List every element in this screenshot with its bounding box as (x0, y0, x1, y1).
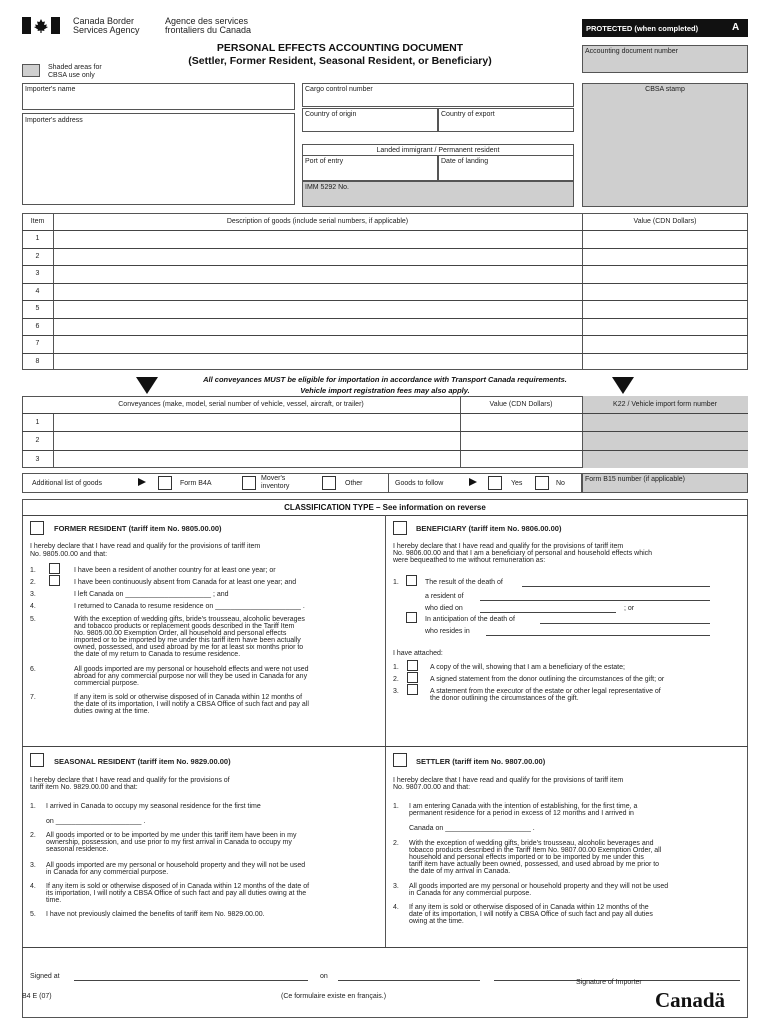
goods-row-number: 1 (35, 235, 40, 242)
settler-item-2-line1: With the exception of wedding gifts, bride's trousseau, alcoholic beverages and (409, 840, 654, 847)
seasonal-item-3-line2: in Canada for any commercial purpose. (46, 869, 169, 876)
seasonal-intro-1: I hereby declare that I have read and qualify for the provisions of (30, 777, 230, 784)
former-item-5-line2: and tobacco products or replacement goods described in the Tariff Item (74, 623, 295, 630)
goods-col-description: Description of goods (include serial numbers, if applicable) (226, 218, 409, 225)
goods-description-cell[interactable] (54, 336, 581, 352)
died-on-label: who died on (425, 605, 463, 612)
landed-label: Landed immigrant / Permanent resident (376, 147, 500, 154)
goods-row-number: 2 (35, 253, 40, 260)
cargo-control-label: Cargo control number (305, 86, 373, 93)
form-b15-label: Form B15 number (if applicable) (585, 476, 685, 483)
settler-num-3: 3. (393, 883, 399, 890)
date-landing-field[interactable] (438, 155, 574, 181)
additional-list-label: Additional list of goods (32, 480, 103, 487)
seasonal-num-1: 1. (30, 803, 36, 810)
anticipation-field[interactable] (540, 616, 710, 624)
settler-item-2-line2: tobacco products described in the Tariff Item No. 9807.00.00 Exemption Order, all (409, 847, 662, 854)
conveyance-note-1: All conveyances MUST be eligible for importation in accordance with Transport Canada requirements. (203, 375, 567, 384)
attached-num-1: 1. (393, 664, 399, 671)
seasonal-num-4: 4. (30, 883, 36, 890)
conveyance-row-number: 1 (35, 419, 40, 426)
former-item2-checkbox[interactable] (49, 575, 60, 586)
accounting-number-field[interactable] (582, 45, 748, 73)
seasonal-item-2-line2: ownership, possession, and use prior to my first arrival in Canada to occupy my (46, 839, 292, 846)
other-label: Other (345, 480, 363, 487)
will-copy-checkbox[interactable] (407, 660, 418, 671)
former-intro-2: No. 9805.00.00 and that: (30, 551, 108, 558)
country-export-field[interactable] (438, 108, 574, 132)
movers-label-2: inventory (261, 483, 290, 490)
former-resident-checkbox[interactable] (30, 521, 44, 535)
former-item-7-line3: duties owing at the time. (74, 708, 150, 715)
country-export-label: Country of export (441, 111, 495, 118)
signed-at-label: Signed at (30, 973, 60, 980)
canada-wordmark: Canadä (655, 988, 726, 1012)
beneficiary-intro-2: No. 9806.00.00 and that I am a beneficiary of personal and household effects which (393, 550, 653, 557)
date-landing-label: Date of landing (441, 158, 489, 165)
signed-at-field[interactable] (74, 973, 308, 981)
anticipation-checkbox[interactable] (406, 612, 417, 623)
seasonal-resident-checkbox[interactable] (30, 753, 44, 767)
no-checkbox[interactable] (535, 476, 549, 490)
beneficiary-intro-1: I hereby declare that I have read and qualify for the provisions of tariff item (393, 543, 624, 550)
settler-intro-2: No. 9807.00.00 and that: (393, 784, 471, 791)
k22-form-cell[interactable] (583, 451, 747, 467)
settler-num-1: 1. (393, 803, 399, 810)
settler-item-2-line5: the date of my arrival in Canada. (409, 868, 511, 875)
seasonal-num-5: 5. (30, 911, 36, 918)
form-subtitle: (Settler, Former Resident, Seasonal Resident, or Beneficiary) (188, 55, 492, 67)
goods-description-cell[interactable] (54, 354, 581, 370)
attached-num-2: 2. (393, 676, 399, 683)
seasonal-item-2-line3: seasonal residence. (46, 846, 109, 853)
goods-description-cell[interactable] (54, 301, 581, 317)
shaded-area-legend (22, 64, 40, 77)
former-item-7-line2: the date of its importation, I will notify a CBSA Office of such fact and pay all (74, 701, 309, 708)
resides-in-label: who resides in (425, 628, 470, 635)
former-item-5-line3: No. 9805.00.00 Exemption Order, all household and personal effects (74, 630, 287, 637)
former-item-5-line1: With the exception of wedding gifts, bride's trousseau, alcoholic beverages (74, 616, 305, 623)
agency-fr-line2: frontaliers du Canada (165, 25, 252, 35)
conveyance-value-cell[interactable] (461, 414, 581, 430)
agency-en-line1: Canada Border (73, 16, 135, 26)
former-item-5-line5: owned, possessed, and used abroad by me for at least six months prior to (74, 644, 304, 651)
goods-value-cell[interactable] (583, 336, 747, 352)
attached-num-3: 3. (393, 688, 399, 695)
seasonal-item-1-on: on ______________________ . (46, 818, 146, 825)
yes-label: Yes (511, 480, 523, 487)
died-on-field[interactable] (480, 605, 616, 613)
imm-number-label: IMM 5292 No. (305, 184, 349, 191)
beneficiary-num-1: 1. (393, 579, 399, 586)
cargo-control-field[interactable] (302, 83, 574, 107)
former-num-7: 7. (30, 694, 36, 701)
conveyance-note-2: Vehicle import registration fees may also apply. (300, 386, 470, 395)
former-item-7-line1: If any item is sold or otherwise disposed of in Canada within 12 months of (74, 694, 303, 701)
goods-col-item: Item (30, 218, 45, 225)
signature-label: Signature of Importer (576, 979, 642, 986)
settler-title: SETTLER (tariff item No. 9807.00.00) (416, 757, 546, 766)
attached-label: I have attached: (393, 650, 443, 657)
settler-item-1-line1: I am entering Canada with the intention of establishing, for the first time, a (409, 803, 638, 810)
cbsa-stamp-area (582, 83, 748, 207)
conveyance-row-number: 2 (35, 437, 40, 444)
form-title: PERSONAL EFFECTS ACCOUNTING DOCUMENT (216, 42, 464, 54)
goods-description-cell[interactable] (54, 284, 581, 300)
goods-row-number: 4 (35, 288, 40, 295)
settler-checkbox[interactable] (393, 753, 407, 767)
resident-of-field[interactable] (480, 593, 710, 601)
beneficiary-title: BENEFICIARY (tariff item No. 9806.00.00) (416, 524, 562, 533)
executor-statement-checkbox[interactable] (407, 684, 418, 695)
goods-col-value: Value (CDN Dollars) (633, 218, 697, 225)
classification-title: CLASSIFICATION TYPE – See information on reverse (284, 503, 486, 512)
settler-item-1-line2: permanent residence for a period in excess of 12 months and I arrived in (409, 810, 634, 817)
form-b4a-label: Form B4A (180, 480, 212, 487)
french-note: (Ce formulaire existe en français.) (281, 993, 387, 1000)
attached-item-3-line1: A statement from the executor of the estate or other legal representative of (430, 688, 661, 695)
shaded-legend-line2: CBSA use only (48, 72, 95, 79)
conveyance-description-cell[interactable] (54, 414, 459, 430)
seasonal-item-4-line3: time. (46, 897, 62, 904)
settler-item-2-line3: household and personal effects imported or to be imported by me under this (409, 854, 644, 861)
goods-value-cell[interactable] (583, 231, 747, 247)
attached-item-1: A copy of the will, showing that I am a beneficiary of the estate; (430, 664, 625, 671)
former-num-3: 3. (30, 591, 36, 598)
goods-value-cell[interactable] (583, 284, 747, 300)
protected-banner (582, 19, 748, 37)
conveyance-value-cell[interactable] (461, 451, 581, 467)
former-item-6-line1: All goods imported are my personal or household effects and were not used (74, 666, 309, 673)
conveyance-value-cell[interactable] (461, 432, 581, 448)
seasonal-item-3-line1: All goods imported are my personal or household property and they will not be used (46, 862, 306, 869)
movers-label-1: Mover's (261, 475, 286, 482)
beneficiary-intro-3: were bequeathed to me without remuneration as: (393, 557, 546, 564)
seasonal-item-5: I have not previously claimed the benefits of tariff item No. 9829.00.00. (46, 911, 265, 918)
former-intro-1: I hereby declare that I have read and qualify for the provisions of tariff item (30, 543, 261, 550)
goods-value-cell[interactable] (583, 354, 747, 370)
seasonal-item-4-line2: its importation, I will notify a CBSA Office of such fact and pay all duties owing at the (46, 890, 307, 897)
agency-en-line2: Services Agency (73, 25, 140, 35)
no-label: No (556, 480, 565, 487)
anticipation-label: In anticipation of the death of (425, 616, 515, 623)
resides-in-field[interactable] (486, 628, 710, 636)
goods-value-cell[interactable] (583, 301, 747, 317)
right-arrow-icon (469, 478, 477, 486)
yes-checkbox[interactable] (488, 476, 502, 490)
importer-name-label: Importer's name (25, 86, 76, 93)
conveyance-description-cell[interactable] (54, 451, 459, 467)
k22-form-cell[interactable] (583, 414, 747, 430)
former-item-2: I have been continuously absent from Canada for at least one year; and (74, 579, 297, 586)
death-of-label: The result of the death of (425, 579, 503, 586)
on-label: on (320, 973, 328, 980)
cbsa-stamp-label: CBSA stamp (645, 86, 685, 93)
seasonal-num-2: 2. (30, 832, 36, 839)
conveyance-col-k22: K22 / Vehicle import form number (613, 401, 717, 408)
seasonal-intro-2: tariff item No. 9829.00.00 and that: (30, 784, 138, 791)
death-of-field[interactable] (522, 579, 710, 587)
former-item-5-line4: imported or to be imported by me under this tariff item have been actually (74, 637, 301, 644)
goods-value-cell[interactable] (583, 249, 747, 265)
goods-row-number: 6 (35, 323, 40, 330)
right-arrow-icon (138, 478, 146, 486)
donor-statement-checkbox[interactable] (407, 672, 418, 683)
goods-description-cell[interactable] (54, 231, 581, 247)
settler-item-4-line3: owing at the time. (409, 918, 464, 925)
goods-row-number: 8 (35, 358, 40, 365)
seasonal-num-3: 3. (30, 862, 36, 869)
settler-item-3-line1: All goods imported are my personal or household property and they will not be used (409, 883, 669, 890)
agency-fr-line1: Agence des services (165, 16, 249, 26)
goods-follow-label: Goods to follow (395, 480, 444, 487)
signed-on-field[interactable] (338, 973, 480, 981)
former-item-1: I have been a resident of another country for at least one year; or (74, 567, 276, 574)
country-origin-field[interactable] (302, 108, 438, 132)
canada-flag-icon (22, 17, 60, 34)
goods-value-cell[interactable] (583, 266, 747, 282)
conveyance-col-value: Value (CDN Dollars) (489, 401, 553, 408)
goods-value-cell[interactable] (583, 319, 747, 335)
former-item-6-line2: abroad for any commercial purpose nor will they be used in Canada for any (74, 673, 308, 680)
resident-of-label: a resident of (425, 593, 464, 600)
seasonal-resident-title: SEASONAL RESIDENT (tariff item No. 9829.00.00) (54, 757, 231, 766)
beneficiary-checkbox[interactable] (393, 521, 407, 535)
seasonal-item-2-line1: All goods imported or to be imported by me under this tariff item have been in my (46, 832, 297, 839)
port-entry-field[interactable] (302, 155, 438, 181)
settler-num-4: 4. (393, 904, 399, 911)
protected-letter: A (732, 22, 740, 33)
attached-item-3-line2: the donor outlining the circumstances of the gift. (430, 695, 579, 702)
former-item1-checkbox[interactable] (49, 563, 60, 574)
form-code: B4 E (07) (22, 993, 52, 1000)
former-resident-title: FORMER RESIDENT (tariff item No. 9805.00.00) (54, 524, 222, 533)
importer-name-field[interactable] (22, 83, 295, 110)
seasonal-item-1: I arrived in Canada to occupy my seasonal residence for the first time (46, 803, 261, 810)
settler-item-3-line2: in Canada for any commercial purpose. (409, 890, 532, 897)
conveyance-col-description: Conveyances (make, model, serial number of vehicle, vessel, aircraft, or trailer) (118, 401, 364, 408)
former-num-1: 1. (30, 567, 36, 574)
accounting-number-label: Accounting document number (585, 48, 678, 55)
settler-intro-1: I hereby declare that I have read and qualify for the provisions of tariff item (393, 777, 624, 784)
conveyance-row-number: 3 (35, 456, 40, 463)
former-item-5-line6: the date of my return to Canada to resume residence. (74, 651, 241, 658)
goods-row-number: 3 (35, 270, 40, 277)
settler-item-1-line3: Canada on ______________________ . (409, 825, 535, 832)
shaded-legend-line1: Shaded areas for (48, 64, 102, 71)
importer-address-field[interactable] (22, 113, 295, 205)
form-b15-field[interactable] (582, 473, 748, 493)
seasonal-item-4-line1: If any item is sold or otherwise disposed of in Canada within 12 months of the date of (46, 883, 310, 890)
conveyance-description-cell[interactable] (54, 432, 459, 448)
goods-description-cell[interactable] (54, 266, 581, 282)
former-num-2: 2. (30, 579, 36, 586)
former-num-4: 4. (30, 603, 36, 610)
goods-description-cell[interactable] (54, 319, 581, 335)
port-entry-label: Port of entry (305, 158, 344, 165)
imm-number-field[interactable] (302, 181, 574, 207)
former-item-4: I returned to Canada to resume residence on ______________________ . (74, 603, 305, 610)
form-b4a-checkbox[interactable] (158, 476, 172, 490)
former-item-3: I left Canada on ______________________ ; and (74, 591, 229, 598)
settler-item-4-line2: date of its importation, I will notify a CBSA Office of such fact and pay all duties (409, 911, 653, 918)
goods-description-cell[interactable] (54, 249, 581, 265)
goods-row-number: 7 (35, 340, 40, 347)
attached-item-2: A signed statement from the donor outlining the circumstances of the gift; or (430, 676, 665, 683)
goods-row-number: 5 (35, 305, 40, 312)
protected-label: PROTECTED (when completed) (586, 24, 699, 33)
importer-address-label: Importer's address (25, 117, 83, 124)
movers-inventory-checkbox[interactable] (242, 476, 256, 490)
k22-form-cell[interactable] (583, 432, 747, 448)
death-of-checkbox[interactable] (406, 575, 417, 586)
other-checkbox[interactable] (322, 476, 336, 490)
settler-item-2-line4: tariff item have actually been owned, possessed, and used abroad by me prior to (409, 861, 660, 868)
settler-num-2: 2. (393, 840, 399, 847)
former-item-6-line3: commercial purpose. (74, 680, 139, 687)
settler-item-4-line1: If any item is sold or otherwise disposed of in Canada within 12 months of the (409, 904, 649, 911)
country-origin-label: Country of origin (305, 111, 357, 118)
former-num-5: 5. (30, 616, 36, 623)
or-label: ; or (624, 605, 635, 612)
former-num-6: 6. (30, 666, 36, 673)
